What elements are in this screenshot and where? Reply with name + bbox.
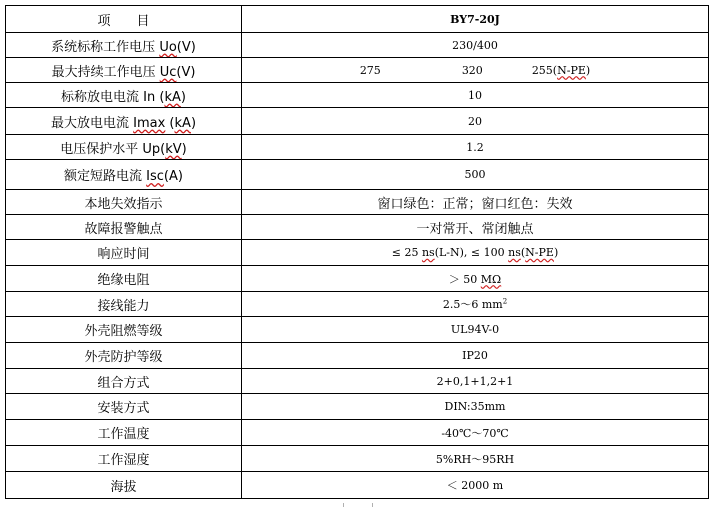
row-value: DIN:35mm xyxy=(242,394,709,420)
table-row xyxy=(6,266,709,292)
row-label: 最大持续工作电压 Uc(V) xyxy=(6,58,242,83)
table-header-row xyxy=(6,6,709,33)
row-label: 安装方式 xyxy=(6,394,242,420)
row-label: 系统标称工作电压 Uo(V) xyxy=(6,33,242,58)
table-row xyxy=(6,190,709,215)
row-label: 组合方式 xyxy=(6,369,242,394)
table-row xyxy=(6,83,709,108)
row-value: 5%RH～95RH xyxy=(242,446,709,472)
row-value: -40℃～70℃ xyxy=(242,420,709,446)
row-label: 工作湿度 xyxy=(6,446,242,472)
row-label: 海拔 xyxy=(6,472,242,499)
table-row xyxy=(6,108,709,135)
row-label: 标称放电电流 In (kA) xyxy=(6,83,242,108)
row-value: IP20 xyxy=(242,343,709,369)
row-value: ≤ 25 ns(L-N), ≤ 100 ns(N-PE) xyxy=(242,240,709,266)
row-value: 275 320 255(N-PE) xyxy=(242,58,709,83)
row-value: 230/400 xyxy=(242,33,709,58)
row-value: UL94V-0 xyxy=(242,317,709,343)
row-label: 电压保护水平 Up(kV) xyxy=(6,135,242,160)
row-label: 额定短路电流 Isc(A) xyxy=(6,160,242,190)
row-value: 1.2 xyxy=(242,135,709,160)
table-row xyxy=(6,292,709,317)
table-row xyxy=(6,317,709,343)
header-item-label: 项 目 xyxy=(6,6,242,33)
table-row xyxy=(6,369,709,394)
row-label: 外壳防护等级 xyxy=(6,343,242,369)
table-row xyxy=(6,135,709,160)
row-value: 10 xyxy=(242,83,709,108)
spec-sheet xyxy=(5,5,708,502)
row-value: 窗口绿色：正常；窗口红色：失效 xyxy=(242,190,709,215)
table-row xyxy=(6,343,709,369)
table-row xyxy=(6,472,709,499)
table-row xyxy=(6,160,709,190)
table-row xyxy=(6,58,709,83)
table-row xyxy=(6,240,709,266)
row-label: 本地失效指示 xyxy=(6,190,242,215)
spec-table xyxy=(5,5,709,499)
row-value: 一对常开、常闭触点 xyxy=(242,215,709,240)
row-label: 外壳阻燃等级 xyxy=(6,317,242,343)
row-label: 响应时间 xyxy=(6,240,242,266)
row-label: 故障报警触点 xyxy=(6,215,242,240)
row-value: 500 xyxy=(242,160,709,190)
table-row xyxy=(6,446,709,472)
table-row xyxy=(6,33,709,58)
header-model: BY7-20J xyxy=(242,6,709,33)
row-value: 2.5～6 $mm^2$ xyxy=(242,292,709,317)
row-value: ＜ 2000 m xyxy=(242,472,709,499)
table-row xyxy=(6,215,709,240)
row-value: ＞ 50 MΩ xyxy=(242,266,709,292)
page-edge-mark xyxy=(343,503,373,507)
row-label: 工作温度 xyxy=(6,420,242,446)
table-row xyxy=(6,420,709,446)
table-row xyxy=(6,394,709,420)
row-value: 2+0,1+1,2+1 xyxy=(242,369,709,394)
row-value: 20 xyxy=(242,108,709,135)
row-label: 绝缘电阻 xyxy=(6,266,242,292)
row-label: 接线能力 xyxy=(6,292,242,317)
row-label: 最大放电电流 Imax (kA) xyxy=(6,108,242,135)
